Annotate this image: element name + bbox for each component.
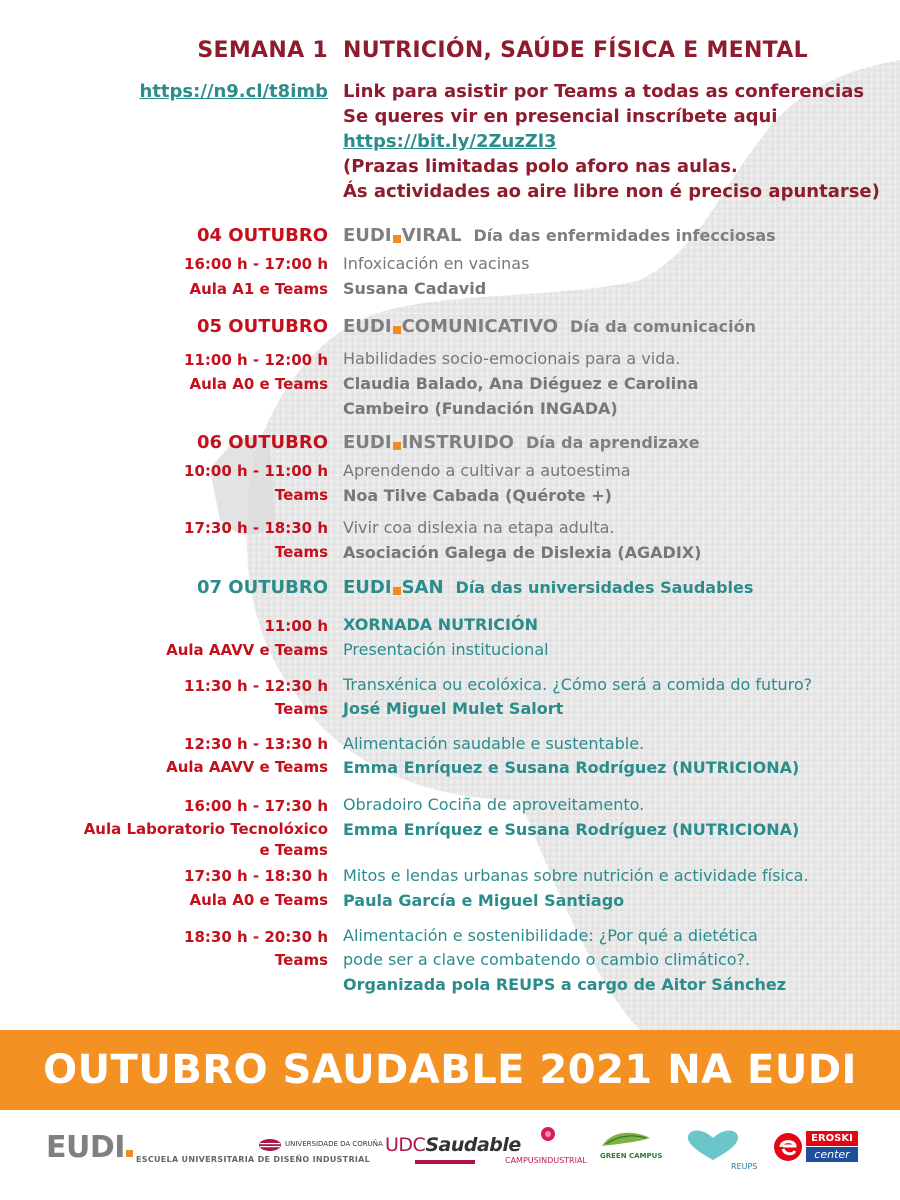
event-title: Aprendendo a cultivar a autoestima	[343, 461, 631, 480]
event-speaker-line2: Cambeiro (Fundación INGADA)	[343, 399, 618, 418]
udc-saudable-underline	[415, 1160, 475, 1164]
event-speaker: Emma Enríquez e Susana Rodríguez (NUTRICIONA)	[343, 820, 800, 839]
event-title: Infoxicación en vacinas	[343, 254, 530, 273]
day-description: Día das enfermidades infecciosas	[473, 226, 776, 245]
title-banner	[0, 1030, 900, 1110]
event-place: Aula AAVV e Teams	[166, 758, 328, 776]
day-name-suffix: COMUNICATIVO	[401, 316, 558, 337]
day-name-prefix: EUDI	[343, 577, 392, 598]
day-header	[343, 225, 776, 246]
note-line1: (Prazas limitadas polo aforo nas aulas.	[343, 156, 738, 177]
event-place: Teams	[274, 951, 328, 969]
eudi-logo-text: EUDI	[46, 1130, 125, 1165]
day-name-suffix: INSTRUIDO	[401, 432, 514, 453]
green-campus-text: GREEN CAMPUS	[600, 1152, 663, 1160]
event-speaker: Susana Cadavid	[343, 279, 487, 298]
day-date: 04 OUTUBRO	[196, 225, 328, 246]
event-title: Alimentación saudable e sustentable.	[343, 734, 645, 753]
presencial-link[interactable]: https://bit.ly/2ZuzZl3	[343, 131, 557, 152]
campus-industrial-text: CAMPUSINDUSTRIAL	[505, 1156, 587, 1165]
week-title: NUTRICIÓN, SAÚDE FÍSICA E MENTAL	[343, 38, 808, 63]
eudi-logo	[46, 1130, 133, 1165]
eroski-logo	[773, 1131, 803, 1167]
event-title: XORNADA NUTRICIÓN	[343, 615, 538, 634]
udc-text: UNIVERSIDADE DA CORUÑA	[285, 1140, 383, 1148]
event-speaker: Emma Enríquez e Susana Rodríguez (NUTRICIONA)	[343, 758, 800, 777]
event-place: Teams	[274, 543, 328, 561]
banner-title: OUTUBRO SAUDABLE 2021 NA EUDI	[43, 1047, 857, 1093]
day-description: Día da comunicación	[570, 317, 756, 336]
udc-saudable-logo	[385, 1134, 521, 1156]
event-place: Teams	[274, 486, 328, 504]
event-speaker: Claudia Balado, Ana Diéguez e Carolina	[343, 374, 699, 393]
day-header	[343, 316, 756, 337]
day-name-suffix: SAN	[401, 577, 444, 598]
teams-link[interactable]: https://n9.cl/t8imb	[139, 81, 328, 102]
udc-logo	[258, 1137, 282, 1156]
event-title: Transxénica ou ecolóxica. ¿Cómo será a comida do futuro?	[343, 675, 813, 694]
event-title: Alimentación e sostenibilidade: ¿Por qué a dietética	[343, 926, 758, 945]
event-speaker: Organizada pola REUPS a cargo de Aitor Sánchez	[343, 975, 787, 994]
orange-square-icon	[393, 442, 401, 450]
event-title: Vivir coa dislexia na etapa adulta.	[343, 518, 615, 537]
event-place: Teams	[274, 700, 328, 718]
event-place: Aula A0 e Teams	[189, 891, 328, 909]
week-label: SEMANA 1	[197, 38, 328, 63]
campus-flower-icon	[540, 1126, 556, 1142]
orange-square-icon	[393, 587, 401, 595]
eroski-bottom-text: center	[806, 1147, 858, 1162]
event-title-line2: pode ser a clave combatendo o cambio climático?.	[343, 950, 751, 969]
day-header	[343, 432, 700, 453]
event-speaker: Paula García e Miguel Santiago	[343, 891, 625, 910]
event-time: 11:30 h - 12:30 h	[184, 677, 328, 695]
event-time: 18:30 h - 20:30 h	[184, 928, 328, 946]
reups-text: REUPS	[731, 1162, 758, 1171]
udc-saudable-suffix: Saudable	[425, 1134, 521, 1156]
udc-saudable-prefix: UDC	[385, 1134, 426, 1156]
event-time: 11:00 h	[264, 617, 328, 635]
event-speaker: Asociación Galega de Dislexia (AGADIX)	[343, 543, 702, 562]
teams-text: Link para asistir por Teams a todas as conferencias	[343, 81, 865, 102]
eroski-e-icon	[773, 1131, 803, 1163]
event-time: 16:00 h - 17:30 h	[184, 797, 328, 815]
day-name-suffix: VIRAL	[401, 225, 462, 246]
orange-square-icon	[393, 326, 401, 334]
event-speaker: Noa Tilve Cabada (Quérote +)	[343, 486, 612, 505]
day-name-prefix: EUDI	[343, 432, 392, 453]
event-time: 16:00 h - 17:00 h	[184, 255, 328, 273]
event-time: 12:30 h - 13:30 h	[184, 735, 328, 753]
event-title: Mitos e lendas urbanas sobre nutrición e actividade física.	[343, 866, 809, 885]
event-place: Aula A0 e Teams	[189, 375, 328, 393]
day-date: 06 OUTUBRO	[196, 432, 328, 453]
event-time: 17:30 h - 18:30 h	[184, 867, 328, 885]
event-title: Habilidades socio-emocionais para a vida.	[343, 349, 681, 368]
udc-emblem-icon	[258, 1138, 282, 1152]
event-title: Obradoiro Cociña de aproveitamento.	[343, 795, 645, 814]
sponsor-footer	[0, 1110, 900, 1200]
note-line2: Ás actividades ao aire libre non é preciso apuntarse)	[343, 181, 880, 202]
orange-square-icon	[393, 235, 401, 243]
orange-square-icon	[126, 1150, 133, 1157]
day-header	[343, 577, 753, 598]
green-leaf-icon	[598, 1128, 654, 1150]
event-place: Aula AAVV e Teams	[166, 641, 328, 659]
campus-industrial-logo	[540, 1126, 556, 1146]
event-time: 11:00 h - 12:00 h	[184, 351, 328, 369]
reups-heart-icon	[683, 1128, 743, 1162]
day-description: Día da aprendizaxe	[525, 433, 700, 452]
green-campus-logo	[598, 1128, 654, 1154]
eroski-top-text: EROSKI	[806, 1131, 858, 1146]
eudi-subtitle: ESCUELA UNIVERSITARIA DE DISEÑO INDUSTRIAL	[136, 1155, 371, 1164]
event-time: 17:30 h - 18:30 h	[184, 519, 328, 537]
event-speaker: Presentación institucional	[343, 640, 549, 659]
presencial-text: Se queres vir en presencial inscríbete aqui	[343, 106, 778, 127]
day-date: 07 OUTUBRO	[196, 577, 328, 598]
event-place: Aula A1 e Teams	[189, 280, 328, 298]
day-date: 05 OUTUBRO	[196, 316, 328, 337]
day-name-prefix: EUDI	[343, 225, 392, 246]
day-name-prefix: EUDI	[343, 316, 392, 337]
event-speaker: José Miguel Mulet Salort	[343, 699, 564, 718]
day-description: Día das universidades Saudables	[455, 578, 754, 597]
event-time: 10:00 h - 11:00 h	[184, 462, 328, 480]
event-place: Aula Laboratorio Tecnolóxico	[83, 820, 328, 838]
reups-logo	[683, 1128, 743, 1166]
event-place-line2: e Teams	[259, 841, 328, 859]
